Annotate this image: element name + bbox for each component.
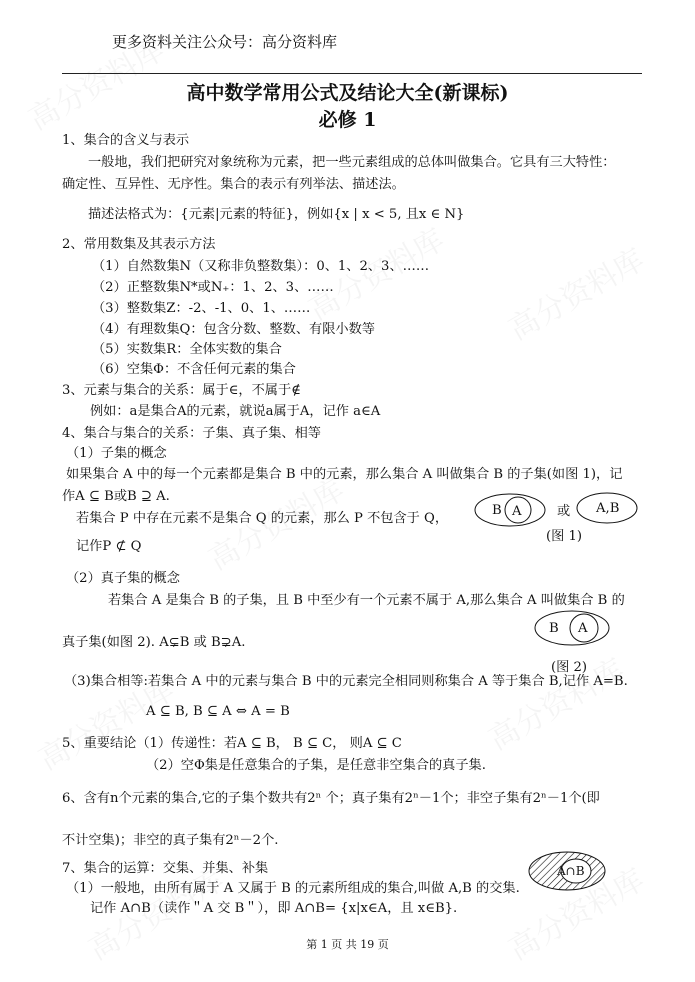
fig3-label: A∩B bbox=[557, 864, 585, 878]
fig1-or-text: 或 bbox=[557, 504, 571, 519]
list-item: （2）正整数集N*或N₊：1、2、3、…… bbox=[92, 280, 334, 295]
paragraph-line: 例如：a是集合A的元素，就说a属于A，记作 a∈A bbox=[90, 404, 381, 419]
paragraph-line: （1）一般地，由所有属于 A 又属于 B 的元素所组成的集合,叫做 A,B 的交集. bbox=[66, 881, 520, 896]
paragraph-line: 如果集合 A 中的每一个元素都是集合 B 中的元素，那么集合 A 叫做集合 B 的子集(如图 1)，记 bbox=[66, 467, 623, 482]
section-heading: 7、集合的运算：交集、并集、补集 bbox=[62, 861, 269, 876]
fig2-inner-label: A bbox=[578, 621, 588, 636]
document-title: 高中数学常用公式及结论大全(新课标) bbox=[186, 82, 509, 104]
paragraph-line: 确定性、互异性、无序性。集合的表示有列举法、描述法。 bbox=[62, 177, 405, 192]
formula-line: 记作P ⊄ Q bbox=[76, 539, 142, 554]
page-footer: 第 1 页 共 19 页 bbox=[306, 938, 389, 951]
outer-set-ellipse bbox=[475, 494, 545, 526]
fig2-outer-label: B bbox=[549, 621, 559, 636]
section-heading: 4、集合与集合的关系：子集、真子集、相等 bbox=[62, 426, 321, 441]
subsection-heading: （1）子集的概念 bbox=[66, 446, 167, 461]
document-subtitle: 必修 1 bbox=[318, 109, 377, 131]
fig1-equal-label: A,B bbox=[596, 501, 620, 516]
paragraph-line: 一般地，我们把研究对象统称为元素，把一些元素组成的总体叫做集合。它具有三大特性： bbox=[88, 155, 616, 170]
header-divider bbox=[62, 73, 642, 74]
paragraph-line: （2）空Φ集是任意集合的子集，是任意非空集合的真子集. bbox=[146, 758, 486, 773]
section-heading: 5、重要结论（1）传递性：若A ⊆ B， B ⊆ C， 则A ⊆ C bbox=[62, 736, 402, 751]
fig2-caption: (图 2) bbox=[551, 660, 588, 675]
fig1-caption: (图 1) bbox=[546, 529, 583, 544]
section-heading: 1、集合的含义与表示 bbox=[62, 133, 190, 148]
list-item: （5）实数集R：全体实数的集合 bbox=[92, 342, 282, 357]
page-header: 更多资料关注公众号：高分资料库 bbox=[112, 33, 338, 51]
paragraph-line: 不计空集)；非空的真子集有2ⁿ－2个. bbox=[62, 833, 279, 848]
formula-line: A ⊆ B, B ⊆ A ⇔ A = B bbox=[146, 704, 290, 719]
paragraph-line: 若集合 A 是集合 B 的子集，且 B 中至少有一个元素不属于 A,那么集合 A 叫做集合 B 的 bbox=[108, 593, 625, 608]
subsection-heading: （2）真子集的概念 bbox=[66, 571, 180, 586]
section-heading: 6、含有n个元素的集合,它的子集个数共有2ⁿ 个；真子集有2ⁿ－1个；非空子集有2ⁿ－1个(即 bbox=[62, 791, 600, 806]
fig1-inner-label: A bbox=[512, 504, 522, 519]
list-item: （3）整数集Z：-2、-1、0、1、…… bbox=[92, 301, 311, 316]
formula-line: 真子集(如图 2). A⊊B 或 B⊋A. bbox=[62, 635, 246, 650]
list-item: （4）有理数集Q：包含分数、整数、有限小数等 bbox=[92, 322, 375, 337]
paragraph-line: （3)集合相等:若集合 A 中的元素与集合 B 中的元素完全相同则称集合 A 等于集合 B,记作 A=B. bbox=[64, 674, 628, 689]
paragraph-line: 若集合 P 中存在元素不是集合 Q 的元素，那么 P 不包含于 Q， bbox=[76, 511, 449, 526]
section-heading: 3、元素与集合的关系：属于∈，不属于∉ bbox=[62, 383, 301, 398]
section-heading: 2、常用数集及其表示方法 bbox=[62, 237, 216, 252]
formula-line: 记作 A∩B（读作＂A 交 B＂），即 A∩B= {x|x∈A，且 x∈B}. bbox=[90, 901, 458, 916]
list-item: （1）自然数集N（又称非负整数集）：0、1、2、3、…… bbox=[92, 259, 430, 274]
fig1-outer-label: B bbox=[492, 503, 502, 518]
formula-line: 作A ⊆ B或B ⊇ A. bbox=[62, 489, 170, 504]
list-item: （6）空集Φ：不含任何元素的集合 bbox=[92, 362, 296, 377]
watermark bbox=[499, 235, 651, 348]
formula-line: 描述法格式为：{元素|元素的特征}，例如{x | x < 5, 且x ∈ N} bbox=[88, 207, 465, 222]
venn-diagram-proper-subset bbox=[532, 610, 612, 650]
